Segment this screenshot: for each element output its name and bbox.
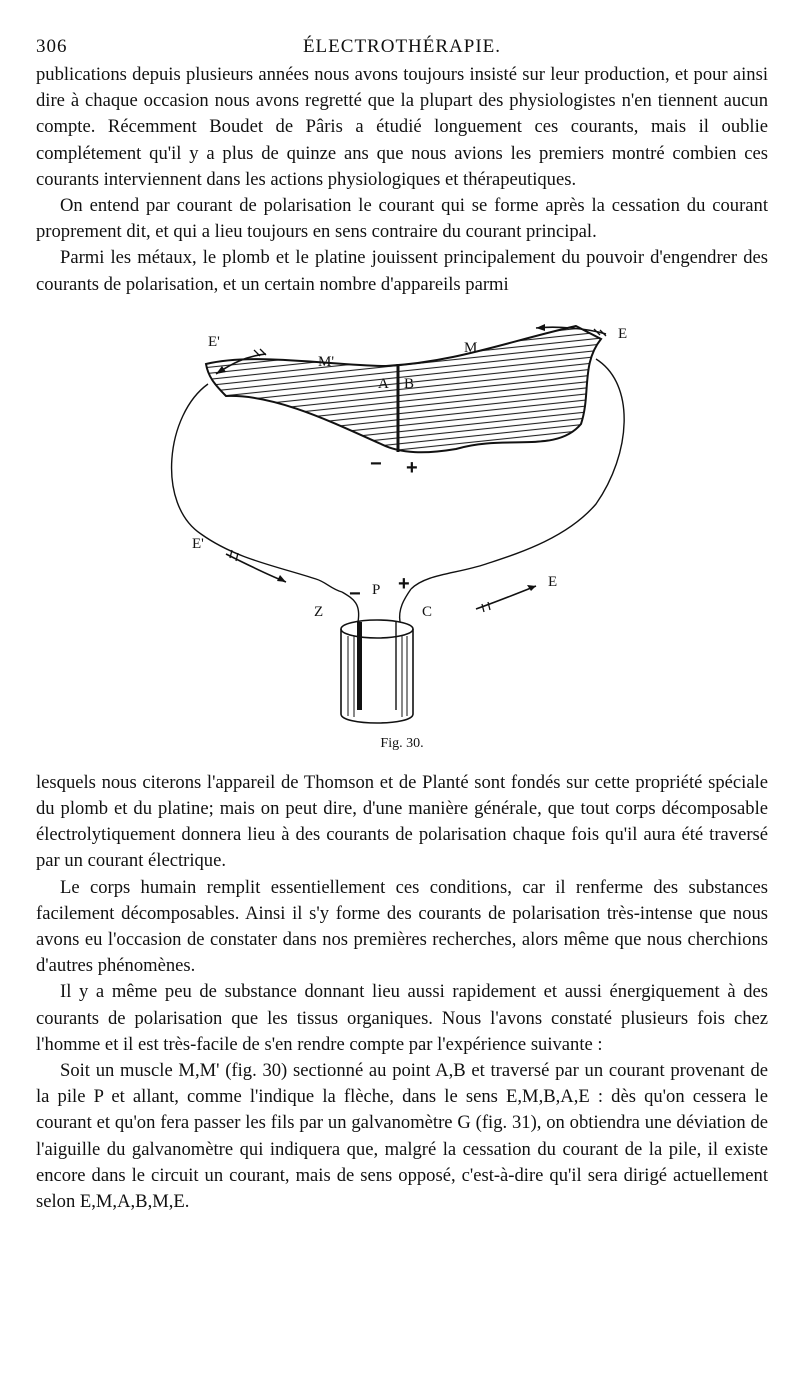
paragraph: lesquels nous citerons l'appareil de Thomson et de Planté sont fondés sur cette propriété spéciale du plomb et du platine; mais on peut dire, d'une manière générale, que tout corps décomposable électrolytiquement donnera lieu à des courants de polarisation chaque fois qu'il aura été traversé par un courant électrique. [36, 771, 768, 872]
figure-caption: Fig. 30. [380, 735, 424, 751]
label-m-prime: M' [318, 353, 335, 370]
label-plus-top: + [406, 456, 418, 479]
pile-cell [341, 620, 413, 723]
figure-30 [36, 304, 768, 764]
label-m: M [464, 339, 478, 356]
page-number: 306 [36, 36, 68, 57]
paragraph: publications depuis plusieurs années nous avons toujours insisté sur leur production, et pour ainsi dire à chaque occasion nous avons regretté que la plupart des physiologistes n'en tiennent aucun compte. Récemment Boudet de Pâris a étudié longuement ces courants, mais il oublie complétement qu'il y a plus de quinze ans que nous avions les premiers montré combien ces courants interviennent dans les actions physiologiques et thérapeutiques. [36, 64, 768, 190]
label-c: C [422, 603, 433, 620]
label-z: Z [314, 603, 324, 620]
label-e-right: E [548, 573, 558, 590]
paragraph: Il y a même peu de substance donnant lieu aussi rapidement et aussi énergiquement à des courants de polarisation que les tissus organiques. Nous l'avons constaté plusieurs fois chez l'homme et il est très-facile de s'en rendre compte par l'expérience suivante : [36, 981, 768, 1055]
muscle-circuit-illustration [36, 304, 768, 744]
label-b: B [404, 375, 415, 392]
label-e-prime-top: E' [208, 333, 220, 350]
paragraph: On entend par courant de polarisation le courant qui se forme après la cessation du courant proprement dit, et qui a lieu toujours en sens contraire du courant principal. [36, 195, 768, 243]
label-minus-top: − [370, 452, 382, 475]
paragraph: Le corps humain remplit essentiellement ces conditions, car il renferme des substances facilement décomposables. Ainsi il s'y forme des courants de polarisation très-intense que nous avons eu l'occasion de constater dans nos premières recherches, alors même que nous cherchions d'autres phénomènes. [36, 876, 768, 977]
label-e-prime-left: E' [192, 535, 204, 552]
label-minus-pile: − [349, 582, 361, 605]
arrow-e-prime-left [226, 550, 286, 582]
label-p: P [372, 581, 381, 598]
label-e-top: E [618, 325, 628, 342]
arrow-e-right [476, 585, 536, 612]
book-page [36, 28, 768, 1215]
label-a: A [378, 375, 389, 392]
paragraph: Soit un muscle M,M' (fig. 30) sectionné au point A,B et traversé par un courant provenant de la pile P et allant, comme l'indique la flèche, dans le sens E,M,B,A,E : dès qu'on cessera le courant et qu'on fera passer les fils par un galvanomètre G (fig. 31), on obtiendra une déviation de l'aiguille du galvanomètre qui indiquera que, malgré la cessation du courant de la pile, il existe encore dans le circuit un courant, mais de sens opposé, c'est-à-dire qu'il sera dirigé actuellement selon E,M,A,B,M,E. [36, 1060, 768, 1213]
paragraph: Parmi les métaux, le plomb et le platine jouissent principalement du pouvoir d'engendrer des courants de polarisation, et un certain nombre d'appareils parmi [36, 247, 768, 295]
page-header [36, 28, 768, 62]
running-title: ÉLECTROTHÉRAPIE. [302, 36, 502, 57]
label-plus-pile: + [398, 572, 410, 595]
